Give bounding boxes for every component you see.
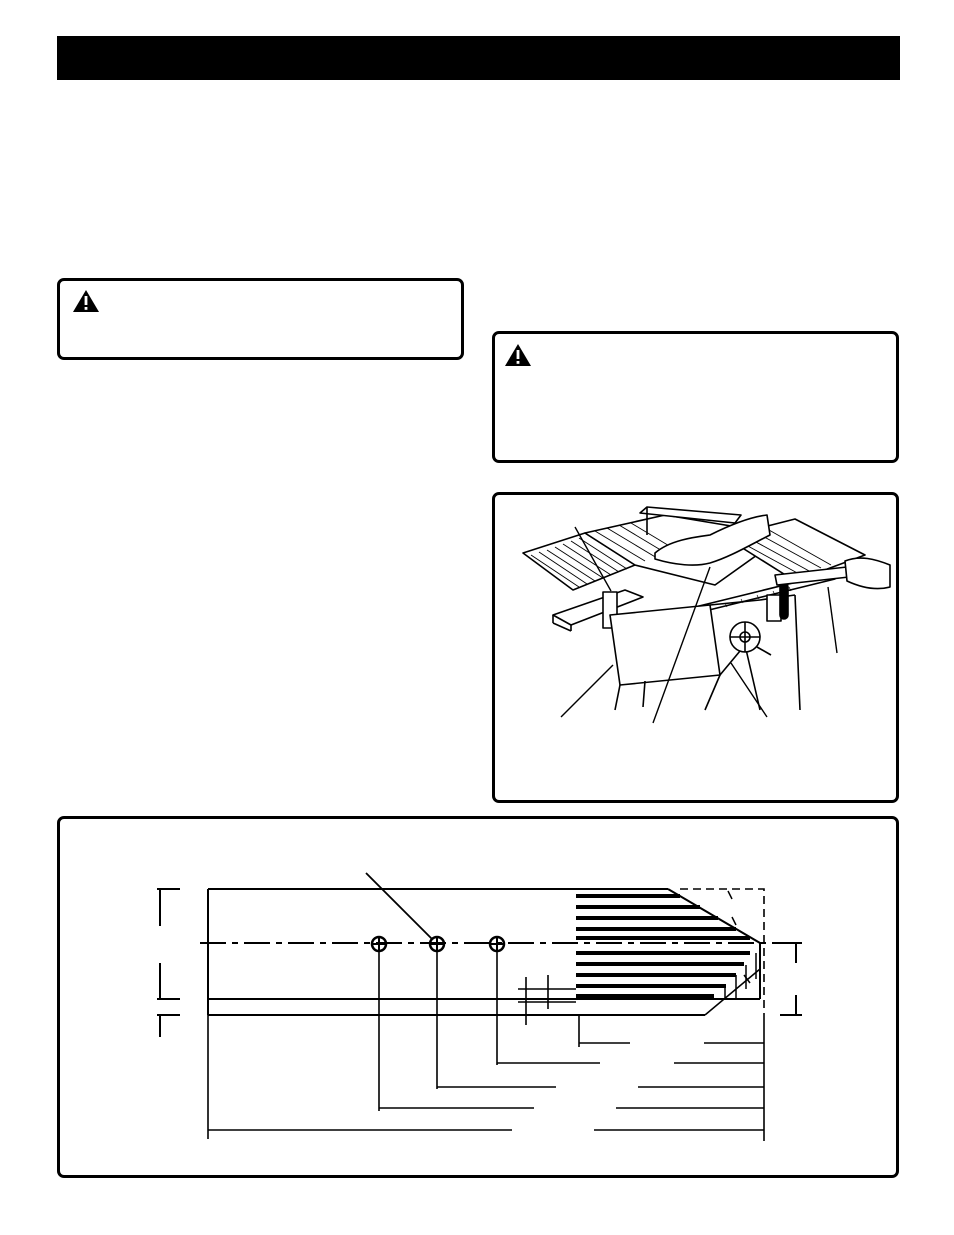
warning-triangle-icon bbox=[504, 343, 532, 367]
page-header-bar bbox=[57, 36, 900, 80]
warning-box-right bbox=[492, 331, 899, 463]
featherboard-diagram bbox=[60, 819, 896, 1175]
warning-box-left bbox=[57, 278, 464, 360]
table-saw-illustration bbox=[495, 495, 896, 800]
warning-triangle-icon bbox=[72, 289, 100, 313]
figure-box-featherboard bbox=[57, 816, 899, 1178]
figure-box-tablesaw bbox=[492, 492, 899, 803]
